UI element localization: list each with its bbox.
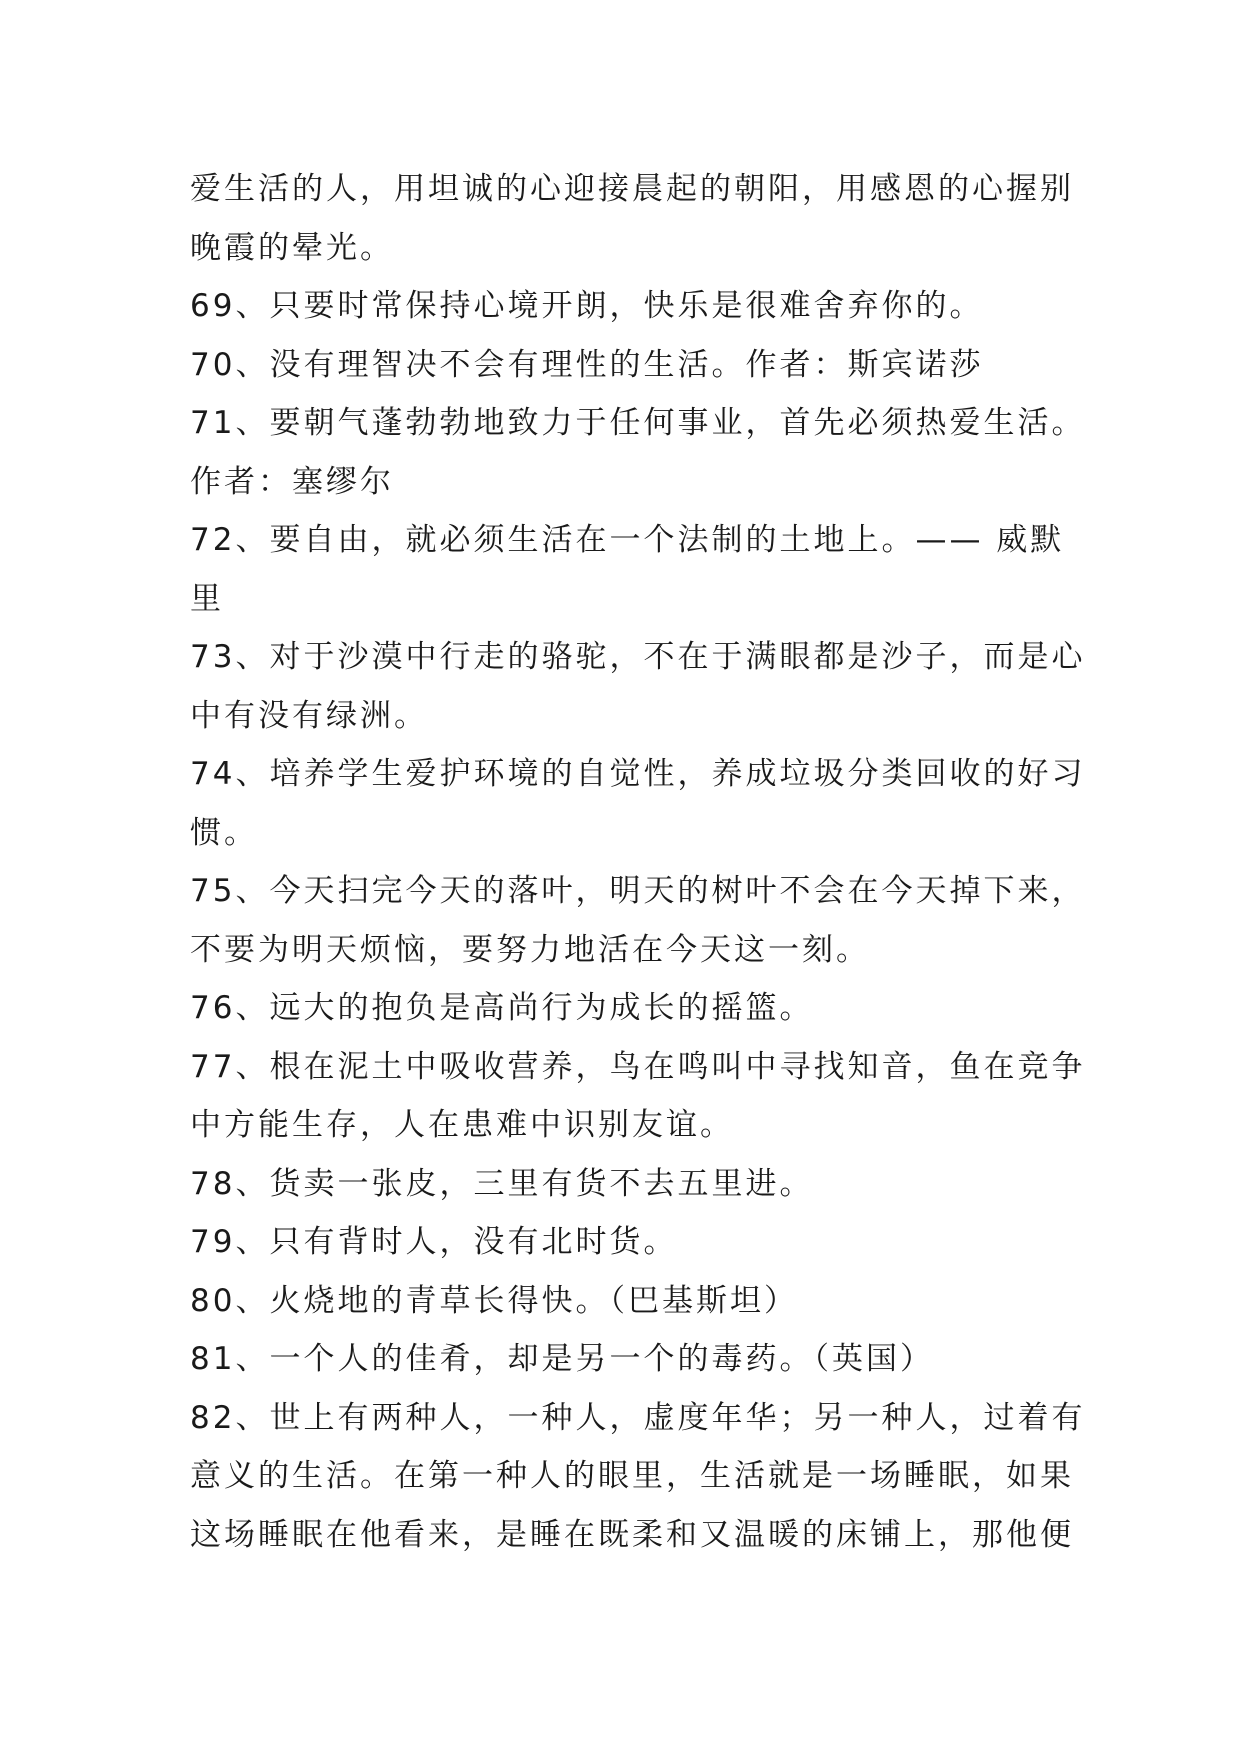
text-line: 作者：塞缪尔 bbox=[190, 463, 394, 500]
text-line: 中有没有绿洲。 bbox=[190, 697, 428, 734]
text-line: 82、世上有两种人，一种人，虚度年华；另一种人，过着有 bbox=[190, 1399, 1086, 1436]
text-line: 惯。 bbox=[190, 814, 258, 851]
text-line: 意义的生活。在第一种人的眼里，生活就是一场睡眠，如果 bbox=[190, 1458, 1074, 1494]
text-line: 里 bbox=[190, 580, 224, 617]
text-line: 爱生活的人，用坦诚的心迎接晨起的朝阳，用感恩的心握别 bbox=[190, 171, 1074, 207]
text-line: 71、要朝气蓬勃勃地致力于任何事业，首先必须热爱生活。 bbox=[190, 405, 1086, 441]
text-line: 不要为明天烦恼，要努力地活在今天这一刻。 bbox=[190, 931, 870, 968]
text-line: 79、只有背时人，没有北时货。 bbox=[190, 1224, 678, 1260]
document-body bbox=[190, 160, 1086, 1564]
text-line: 73、对于沙漠中行走的骆驼，不在于满眼都是沙子，而是心 bbox=[190, 639, 1086, 675]
text-line: 75、今天扫完今天的落叶，明天的树叶不会在今天掉下来， bbox=[190, 873, 1086, 909]
text-line: 80、火烧地的青草长得快。（巴基斯坦） bbox=[190, 1282, 798, 1319]
text-line: 81、一个人的佳肴，却是另一个的毒药。（英国） bbox=[190, 1341, 934, 1377]
text-line: 76、远大的抱负是高尚行为成长的摇篮。 bbox=[190, 990, 814, 1026]
text-line: 72、要自由，就必须生活在一个法制的土地上。—— 威默 bbox=[190, 522, 1065, 558]
text-line: 中方能生存，人在患难中识别友谊。 bbox=[190, 1107, 734, 1143]
text-line: 69、只要时常保持心境开朗，快乐是很难舍弃你的。 bbox=[190, 288, 984, 324]
text-line: 77、根在泥土中吸收营养，鸟在鸣叫中寻找知音，鱼在竞争 bbox=[190, 1048, 1086, 1085]
text-line: 这场睡眠在他看来，是睡在既柔和又温暖的床铺上，那他便 bbox=[190, 1516, 1074, 1553]
text-line: 78、货卖一张皮，三里有货不去五里进。 bbox=[190, 1165, 814, 1202]
text-line: 74、培养学生爱护环境的自觉性，养成垃圾分类回收的好习 bbox=[190, 756, 1086, 792]
text-line: 70、没有理智决不会有理性的生活。作者：斯宾诺莎 bbox=[190, 346, 984, 383]
text-line: 晚霞的晕光。 bbox=[190, 229, 394, 266]
